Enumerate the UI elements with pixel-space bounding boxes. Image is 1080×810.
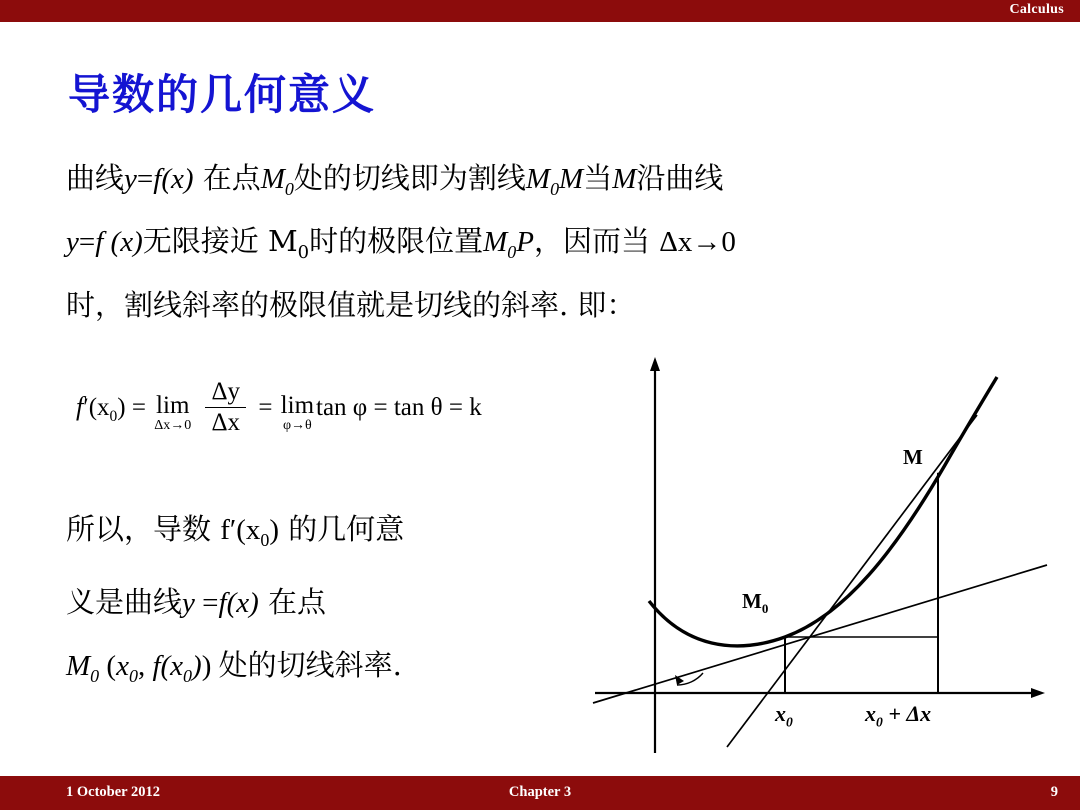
text-run: (x (236, 514, 261, 546)
subscript-0: 0 (550, 178, 560, 199)
subscript-0: 0 (876, 714, 883, 730)
header-bar (0, 0, 1080, 22)
footer-date: 1 October 2012 (66, 784, 160, 800)
text-run: = (78, 225, 96, 258)
var-M: M (525, 163, 551, 195)
var-y: y (124, 163, 137, 195)
equals-sign: = (131, 394, 146, 422)
var-P: P (516, 225, 534, 258)
var-f: f (220, 514, 230, 546)
text-run: 无限接近 M (142, 223, 298, 258)
var-x: (x) (226, 586, 259, 619)
var-M: M (260, 163, 285, 195)
body-paragraph (66, 152, 1026, 331)
figure-svg (585, 355, 1055, 765)
limit-condition: Δx→0 (154, 417, 192, 433)
equals-sign: = (373, 394, 388, 422)
equals-sign: = (258, 394, 273, 422)
var-f: f (76, 392, 84, 422)
var-x: x (116, 649, 129, 682)
var-M: M (559, 163, 584, 195)
text-run: 在点 (258, 584, 326, 619)
derivative-formula (76, 380, 482, 439)
text-run: 处的切线即为割线 (293, 161, 526, 195)
subscript-0: 0 (786, 714, 793, 730)
para-line-2 (66, 223, 736, 263)
para-line-1 (66, 161, 724, 199)
para-line-3: 时，割线斜率的极限值就是切线的斜率. 即： (66, 287, 636, 322)
subscript-0: 0 (183, 665, 193, 686)
text-run: 在点 (193, 161, 261, 195)
conclusion-text (66, 498, 636, 707)
limit-label: lim (156, 391, 190, 419)
var-f: f (152, 649, 161, 682)
prime-mark: ′ (83, 394, 89, 422)
var-k: k (469, 394, 482, 422)
limit-label: lim (280, 391, 315, 419)
subscript-0: 0 (128, 665, 138, 686)
footer-bar (0, 776, 1080, 810)
figure-label-M0 (742, 589, 768, 617)
figure-label-x0-plus-dx (865, 701, 931, 730)
var-M: M (483, 225, 508, 258)
equals-sign: = (448, 394, 463, 422)
var-f: f (218, 586, 227, 619)
var-x: (x) (161, 163, 194, 195)
text-run: 沿曲线 (636, 161, 724, 195)
expr-tan-theta: tan θ (393, 394, 443, 422)
text-run: ) (192, 649, 202, 682)
figure-label-x0 (775, 701, 793, 730)
figure-label-M: M (903, 445, 923, 469)
text-run: M (742, 589, 762, 613)
subscript-0: 0 (761, 601, 769, 617)
text-run: = (136, 163, 154, 195)
limit-condition: φ→θ (282, 417, 312, 433)
expr-tan-phi: tan φ (316, 394, 368, 422)
var-M: M (612, 163, 637, 195)
y-axis-arrowhead (650, 357, 660, 371)
tangent-secant-figure (585, 355, 1055, 765)
text-run: 义是曲线 (66, 584, 183, 619)
text-run: + Δx (882, 701, 932, 726)
var-f: f (153, 163, 162, 195)
var-y: y (66, 225, 79, 258)
text-run: 时的极限位置 (309, 223, 484, 258)
course-label: Calculus (1009, 2, 1064, 17)
expr-delta-x-to-0: Δx→0 (659, 225, 736, 258)
text-run: = (194, 586, 219, 619)
text-run: 所以，导数 (66, 512, 221, 546)
limit-operator-2 (281, 393, 314, 435)
subscript-0: 0 (284, 178, 294, 199)
curve-fx (649, 377, 997, 646)
conclusion-line-2 (66, 585, 326, 619)
subscript-0: 0 (297, 241, 310, 263)
text-run: 的几何意 (279, 512, 405, 546)
var-y: y (182, 586, 195, 619)
secant-line (727, 415, 977, 747)
text-run: , (137, 649, 153, 682)
text-run: ，因而当 (533, 223, 660, 258)
text-run: ( (99, 649, 117, 682)
fraction-denominator: Δx (211, 409, 241, 436)
text-run: ) (117, 394, 126, 422)
subscript-0: 0 (507, 241, 517, 262)
expr-fx: f (x) (95, 225, 143, 258)
text-run: ) (269, 514, 280, 546)
subscript-0: 0 (260, 529, 270, 550)
prime-mark: ′ (229, 514, 237, 546)
text-run: 曲线 (66, 161, 125, 195)
subscript-0: 0 (109, 408, 118, 426)
fraction-numerator: Δy (205, 378, 246, 408)
tangent-line (593, 565, 1047, 703)
conclusion-line-1 (66, 512, 405, 550)
point-M0 (785, 637, 786, 638)
text-run: x (775, 701, 786, 726)
text-run: (x (160, 649, 184, 682)
subscript-0: 0 (90, 665, 100, 686)
footer-chapter: Chapter 3 (508, 784, 572, 800)
x-axis-arrowhead (1031, 688, 1045, 698)
limit-operator-1 (154, 393, 191, 435)
text-run: ) (201, 649, 219, 682)
text-run: 处的切线斜率. (218, 647, 402, 682)
fraction-dy-dx (205, 378, 246, 437)
point-M (938, 473, 939, 474)
conclusion-line-3 (66, 647, 402, 686)
page-title: 导数的几何意义 (68, 70, 377, 119)
text-run: (x (88, 394, 110, 422)
text-run: 当 (583, 161, 613, 195)
var-M: M (66, 649, 91, 682)
text-run: x (865, 701, 876, 726)
footer-page-number: 9 (1050, 784, 1058, 800)
